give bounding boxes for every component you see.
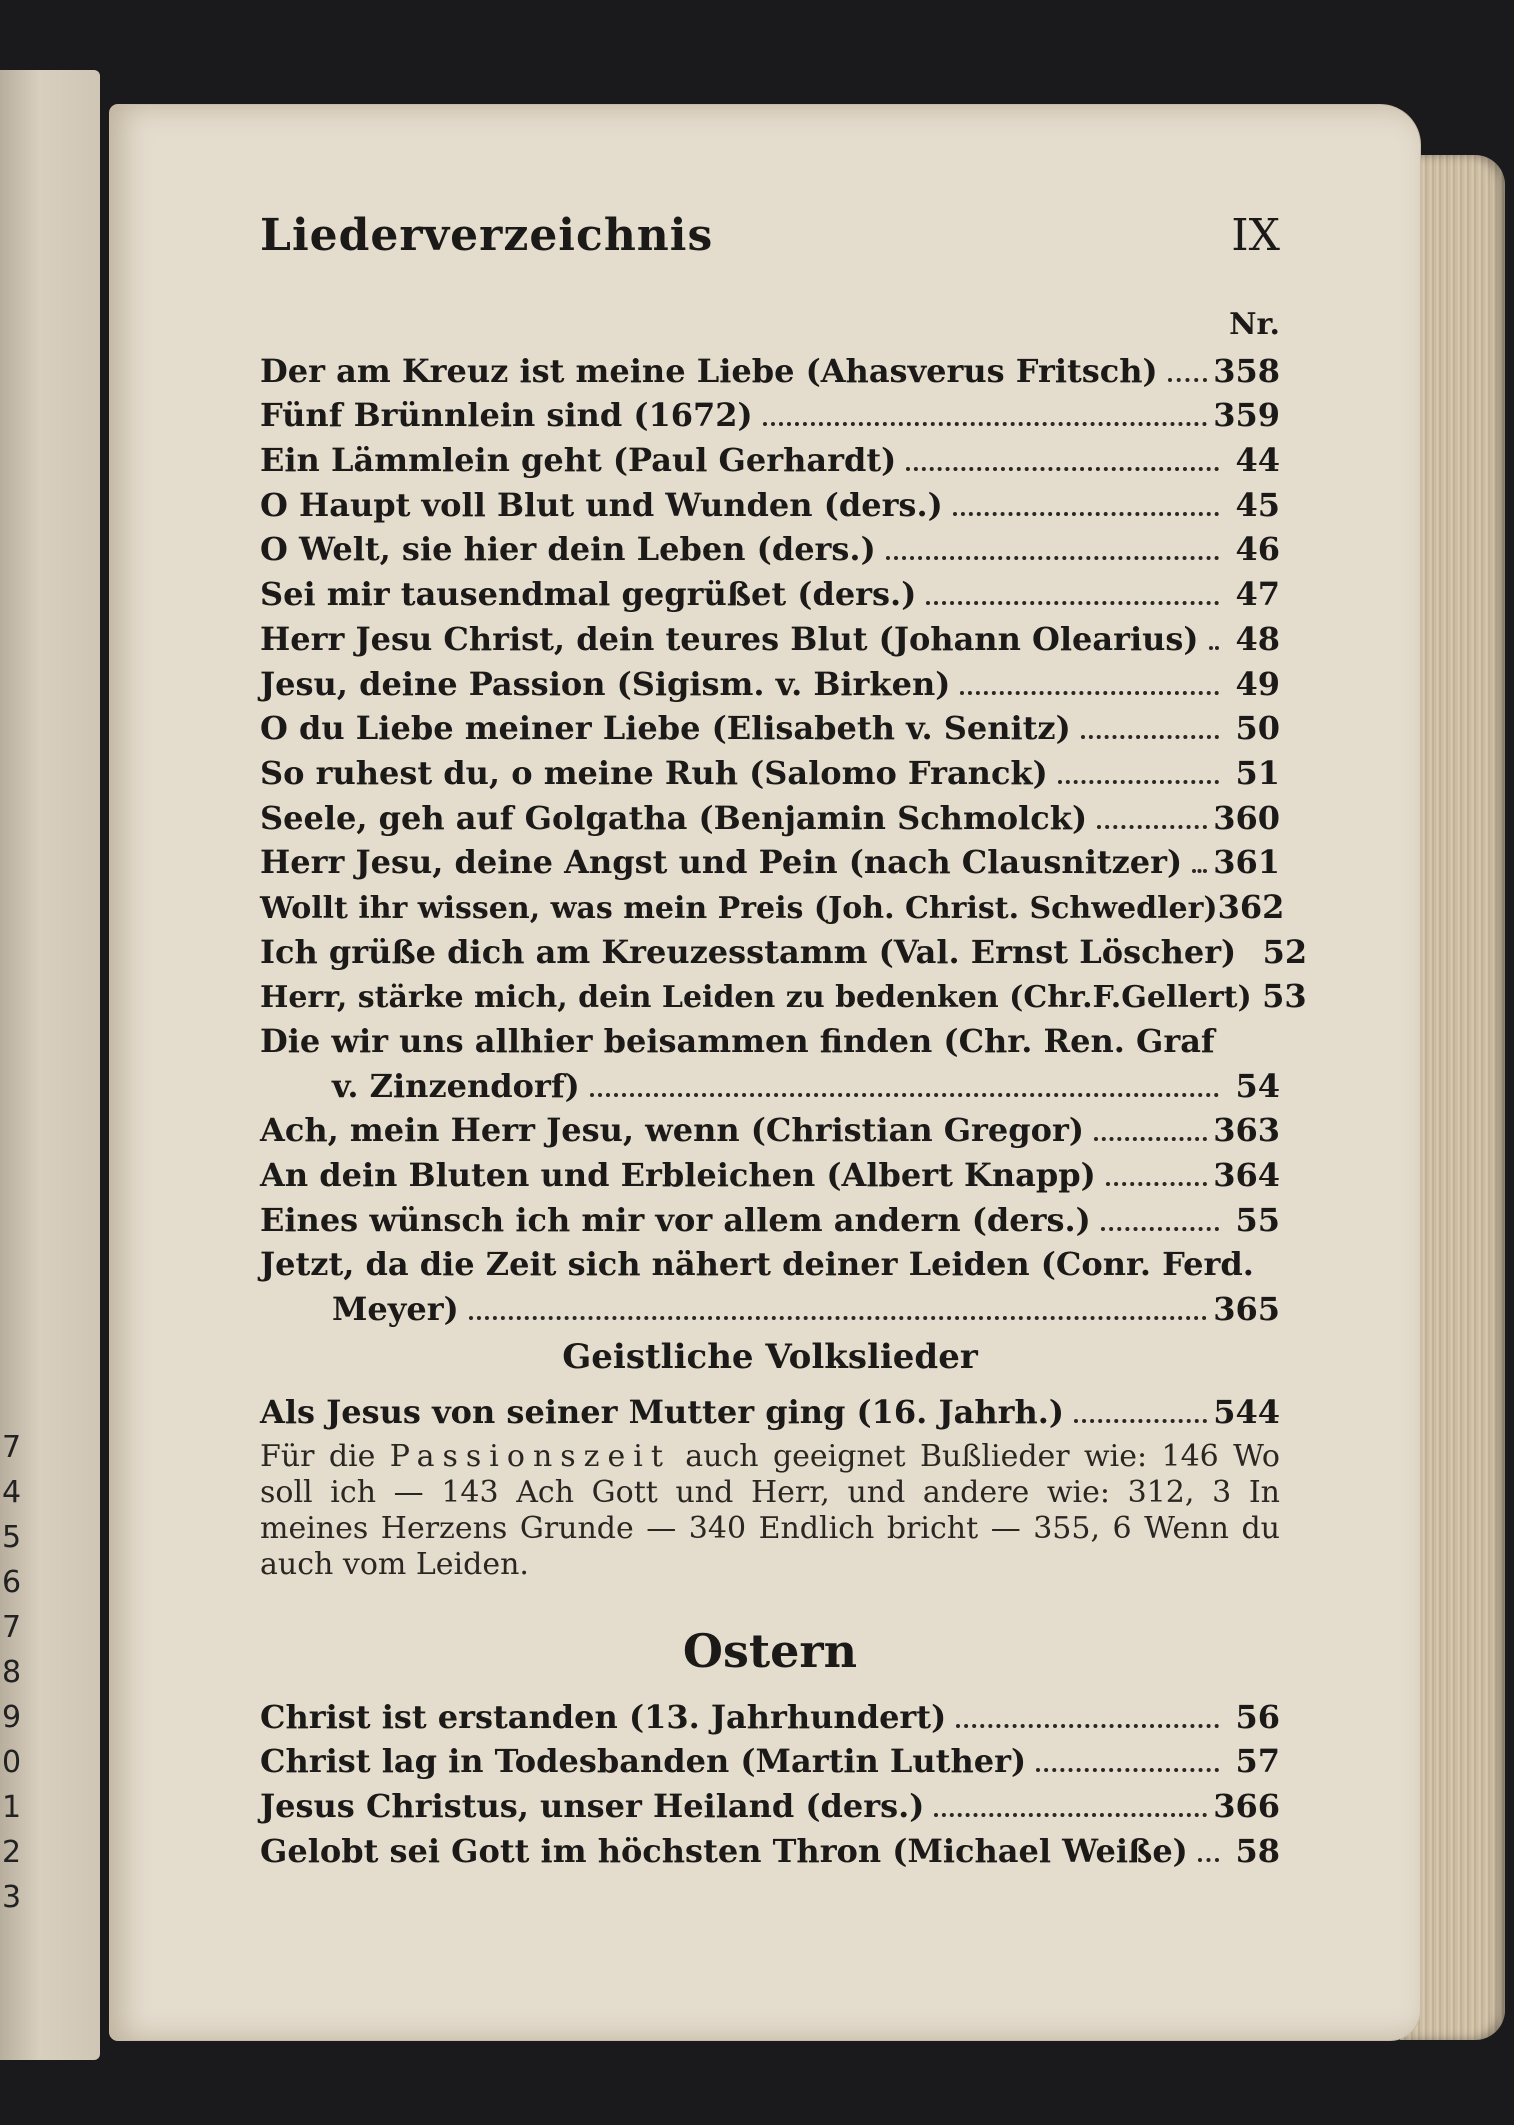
entry-title: Fünf Brünnlein sind (1672) (260, 396, 753, 435)
entry-number: 361 (1213, 843, 1280, 882)
list-item (260, 345, 1280, 390)
left-page-edge (0, 70, 100, 2060)
list-item (260, 1105, 1280, 1150)
left-margin-number: 1 (2, 1790, 22, 1825)
entry-number: 56 (1235, 1697, 1280, 1736)
entry-title: Als Jesus von seiner Mutter ging (16. Jahrh.) (260, 1392, 1064, 1431)
entry-number: 51 (1235, 753, 1280, 792)
left-margin-number: 7 (2, 1610, 22, 1645)
entry-number: 360 (1213, 798, 1280, 837)
note-prefix: Für die (260, 1438, 376, 1474)
note-spaced-word: Passionszeit (389, 1438, 671, 1474)
list-item (260, 1386, 1280, 1431)
list-item (260, 747, 1280, 792)
nr-column-label: Nr. (1229, 307, 1280, 342)
left-margin-number: 0 (2, 1745, 22, 1780)
left-margin-number: 6 (2, 1565, 22, 1600)
list-item (260, 658, 1280, 703)
entry-title: Jesus Christus, unser Heiland (ders.) (260, 1786, 925, 1825)
entry-title: Seele, geh auf Golgatha (Benjamin Schmolck) (260, 798, 1088, 837)
entry-number: 57 (1235, 1742, 1280, 1781)
entry-number: 55 (1235, 1200, 1280, 1239)
entry-number: 359 (1213, 396, 1280, 435)
list-item (260, 1239, 1280, 1284)
list-item (260, 1691, 1280, 1736)
entry-number: 44 (1235, 441, 1280, 480)
entry-title: Sei mir tausendmal gegrüßet (ders.) (260, 575, 917, 614)
list-item (260, 1780, 1280, 1825)
entry-number: 58 (1235, 1831, 1280, 1870)
entry-number: 48 (1235, 619, 1280, 658)
passion-note (260, 1439, 1280, 1583)
entry-title-continuation: Meyer) (332, 1290, 459, 1329)
section-heading-volkslieder: Geistliche Volkslieder (562, 1337, 978, 1378)
entry-title: Christ lag in Todesbanden (Martin Luther) (260, 1742, 1027, 1781)
list-item (260, 792, 1280, 837)
left-margin-number: 8 (2, 1655, 22, 1690)
entry-title: Herr, stärke mich, dein Leiden zu bedenken (Chr.F.Gellert) (260, 980, 1252, 1016)
list-item (260, 926, 1308, 971)
list-item (260, 479, 1280, 524)
entry-title: Christ ist erstanden (13. Jahrhundert) (260, 1697, 947, 1736)
entry-number: 365 (1213, 1290, 1280, 1329)
entry-number: 50 (1235, 709, 1280, 748)
list-item (260, 1194, 1280, 1239)
page-title: Liederverzeichnis (260, 210, 714, 261)
entry-title: Ich grüße dich am Kreuzesstamm (Val. Ernst Löscher) (260, 932, 1237, 971)
entry-title: Gelobt sei Gott im höchsten Thron (Michael Weiße) (260, 1831, 1188, 1870)
entry-title: Herr Jesu, deine Angst und Pein (nach Clausnitzer) (260, 843, 1183, 882)
entry-number: 358 (1213, 351, 1280, 390)
entry-number: 363 (1213, 1111, 1280, 1150)
left-margin-number: 2 (2, 1835, 22, 1870)
list-item (260, 1015, 1280, 1060)
entry-number: 49 (1235, 664, 1280, 703)
entry-title: O Welt, sie hier dein Leben (ders.) (260, 530, 876, 569)
entry-title: Ach, mein Herr Jesu, wenn (Christian Gregor) (260, 1111, 1084, 1150)
list-item (260, 568, 1280, 613)
entry-title: Jesu, deine Passion (Sigism. v. Birken) (260, 664, 951, 703)
left-margin-number: 3 (2, 1880, 22, 1915)
page-header (260, 210, 1280, 280)
entry-title: Eines wünsch ich mir vor allem andern (ders.) (260, 1200, 1091, 1239)
section-heading-ostern: Ostern (682, 1623, 858, 1678)
list-item (260, 524, 1280, 569)
note-text: auch geeignet Bußlieder wie: 146 Wo soll ich — 143 Ach Gott und Herr, und andere wie: 312, 3 In meines Herzens Grunde — 340 Endlich bricht — 355, 6 Wenn du auch vom Leiden. (260, 1438, 1280, 1582)
entry-number: 54 (1235, 1066, 1280, 1105)
entry-number: 46 (1235, 530, 1280, 569)
left-margin-number: 4 (2, 1475, 22, 1510)
entry-number: 544 (1213, 1392, 1280, 1431)
entry-title: O Haupt voll Blut und Wunden (ders.) (260, 485, 943, 524)
entry-title-continuation: v. Zinzendorf) (332, 1066, 580, 1105)
entry-number: 52 (1262, 932, 1308, 971)
entry-number: 362 (1217, 887, 1285, 926)
left-margin-number: 9 (2, 1700, 22, 1735)
list-item (260, 613, 1280, 658)
list-item (260, 1825, 1280, 1870)
list-item (260, 1736, 1280, 1781)
entry-title: An dein Bluten und Erbleichen (Albert Knapp) (260, 1156, 1096, 1195)
entry-title: Jetzt, da die Zeit sich nähert deiner Leiden (Conr. Ferd. (260, 1245, 1254, 1284)
entry-number: 47 (1235, 575, 1280, 614)
entry-number: 364 (1213, 1156, 1280, 1195)
entry-title: Die wir uns allhier beisammen finden (Chr. Ren. Graf (260, 1022, 1215, 1060)
list-item (260, 1149, 1280, 1194)
song-index-list (260, 345, 1308, 1870)
entry-number: 53 (1262, 977, 1307, 1016)
page-number: IX (1231, 210, 1280, 261)
entry-title: Wollt ihr wissen, was mein Preis (Joh. Christ. Schwedler) (260, 890, 1218, 926)
list-item (260, 881, 1285, 926)
entry-title: Ein Lämmlein geht (Paul Gerhardt) (260, 441, 897, 480)
left-margin-number: 7 (2, 1430, 22, 1465)
entry-title: Herr Jesu Christ, dein teures Blut (Johann Olearius) (260, 619, 1199, 658)
entry-title: So ruhest du, o meine Ruh (Salomo Franck) (260, 753, 1048, 792)
list-item (260, 434, 1280, 479)
list-item (260, 837, 1280, 882)
list-item (260, 703, 1280, 748)
list-item-continuation (260, 1283, 1280, 1328)
list-item (260, 971, 1307, 1016)
list-item (260, 390, 1280, 435)
entry-title: Der am Kreuz ist meine Liebe (Ahasverus Fritsch) (260, 351, 1158, 390)
entry-number: 366 (1213, 1786, 1280, 1825)
list-item-continuation (260, 1060, 1280, 1105)
entry-title: O du Liebe meiner Liebe (Elisabeth v. Senitz) (260, 709, 1071, 748)
left-margin-number: 5 (2, 1520, 22, 1555)
entry-number: 45 (1235, 485, 1280, 524)
